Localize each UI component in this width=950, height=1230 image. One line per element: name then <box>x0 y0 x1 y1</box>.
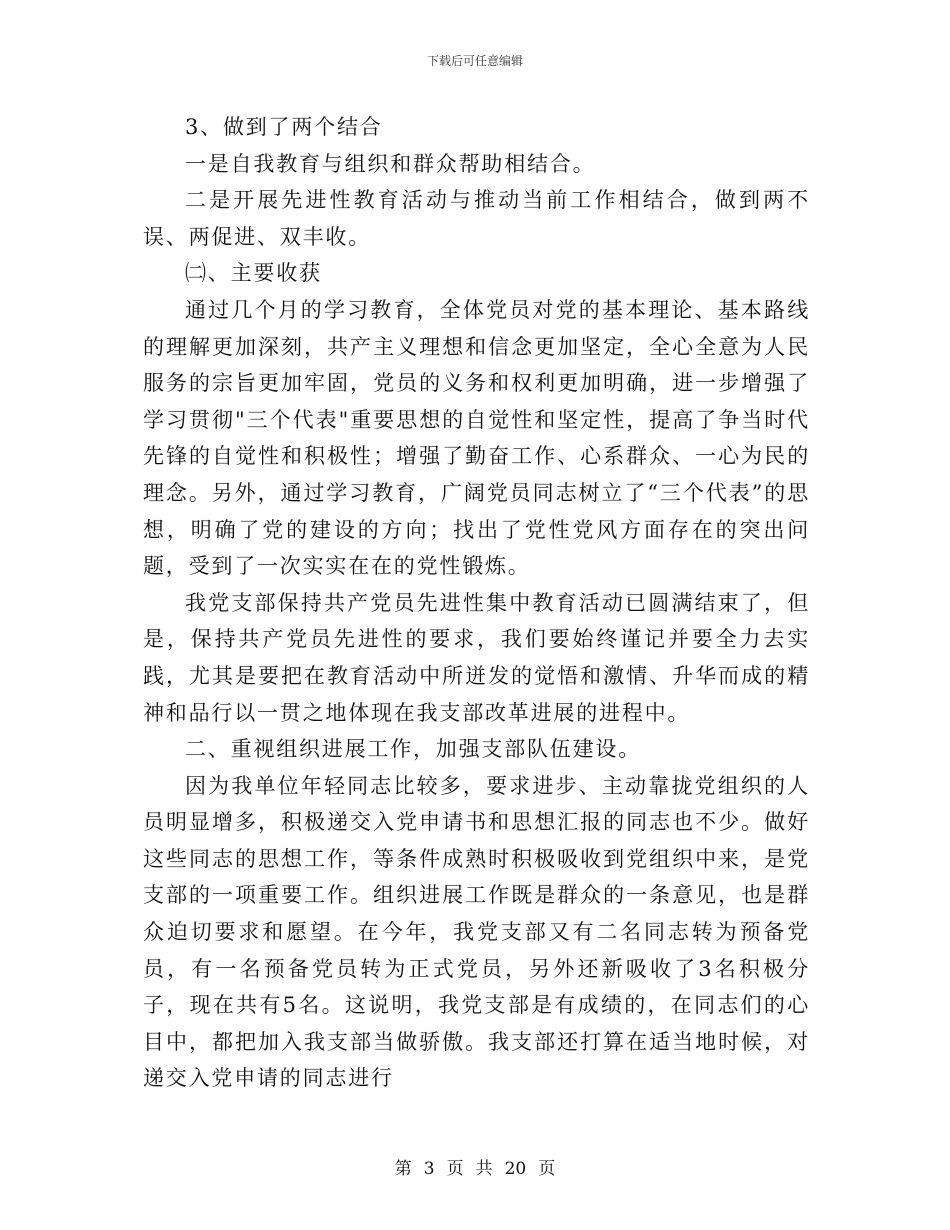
page-header: 下载后可任意编辑 <box>426 54 523 68</box>
footer-ye: 页 <box>446 1159 464 1179</box>
page-footer <box>0 1154 950 1179</box>
paragraph: 二是开展先进性教育活动与推动当前工作相结合，做到两不误、两促进、双丰收。 <box>143 188 810 249</box>
paragraph: 通过几个月的学习教育，全体党员对党的基本理论、基本路线的理解更加深刻，共产主义理想和信念更加坚定，全心全意为人民服务的宗旨更加牢固，党员的义务和权利更加明确，进一步增强了学习贯彻"三个代表"重要思想的自觉性和坚定性，提高了争当时代先锋的自觉性和积极性；增强了勤奋工作、心系群众、一心为民的理念。另外，通过学习教育，广阔党员同志树立了“三个代表”的思想，明确了党的建设的方向；找出了党性党风方面存在的突出问题，受到了一次实实在在的党性锻炼。 <box>143 297 810 579</box>
total-pages-number: 20 <box>504 1159 527 1179</box>
paragraph: 二、重视组织进展工作，加强支部队伍建设。 <box>185 737 641 762</box>
current-page-number: 3 <box>423 1159 435 1179</box>
paragraph: 3、做到了两个结合 <box>185 115 383 139</box>
paragraph: 我党支部保持共产党员先进性集中教育活动已圆满结束了，但是，保持共产党员先进性的要求，我们要始终谨记并要全力去实践，尤其是要把在教育活动中所迸发的觉悟和激情、升华而成的精神和品行以一贯之地体现在我支部改革进展的进程中。 <box>143 590 810 725</box>
footer-ye2: 页 <box>538 1159 556 1179</box>
footer-di: 第 <box>394 1159 412 1179</box>
document-body <box>143 109 810 1097</box>
footer-gong: 共 <box>475 1159 493 1179</box>
paragraph: ㈡、主要收获 <box>185 261 322 286</box>
paragraph: 一是自我教育与组织和群众帮助相结合。 <box>185 151 596 176</box>
paragraph: 因为我单位年轻同志比较多，要求进步、主动靠拢党组织的人员明显增多，积极递交入党申请书和思想汇报的同志也不少。做好这些同志的思想工作，等条件成熟时积极吸收到党组织中来，是党支部的一项重要工作。组织进展工作既是群众的一条意见，也是群众迫切要求和愿望。在今年，我党支部又有二名同志转为预备党员，有一名预备党员转为正式党员，另外还新吸收了3名积极分子，现在共有5名。这说明，我党支部是有成绩的，在同志们的心目中，都把加入我支部当做骄傲。我支部还打算在适当地时候，对递交入党申请的同志进行 <box>143 773 810 1091</box>
